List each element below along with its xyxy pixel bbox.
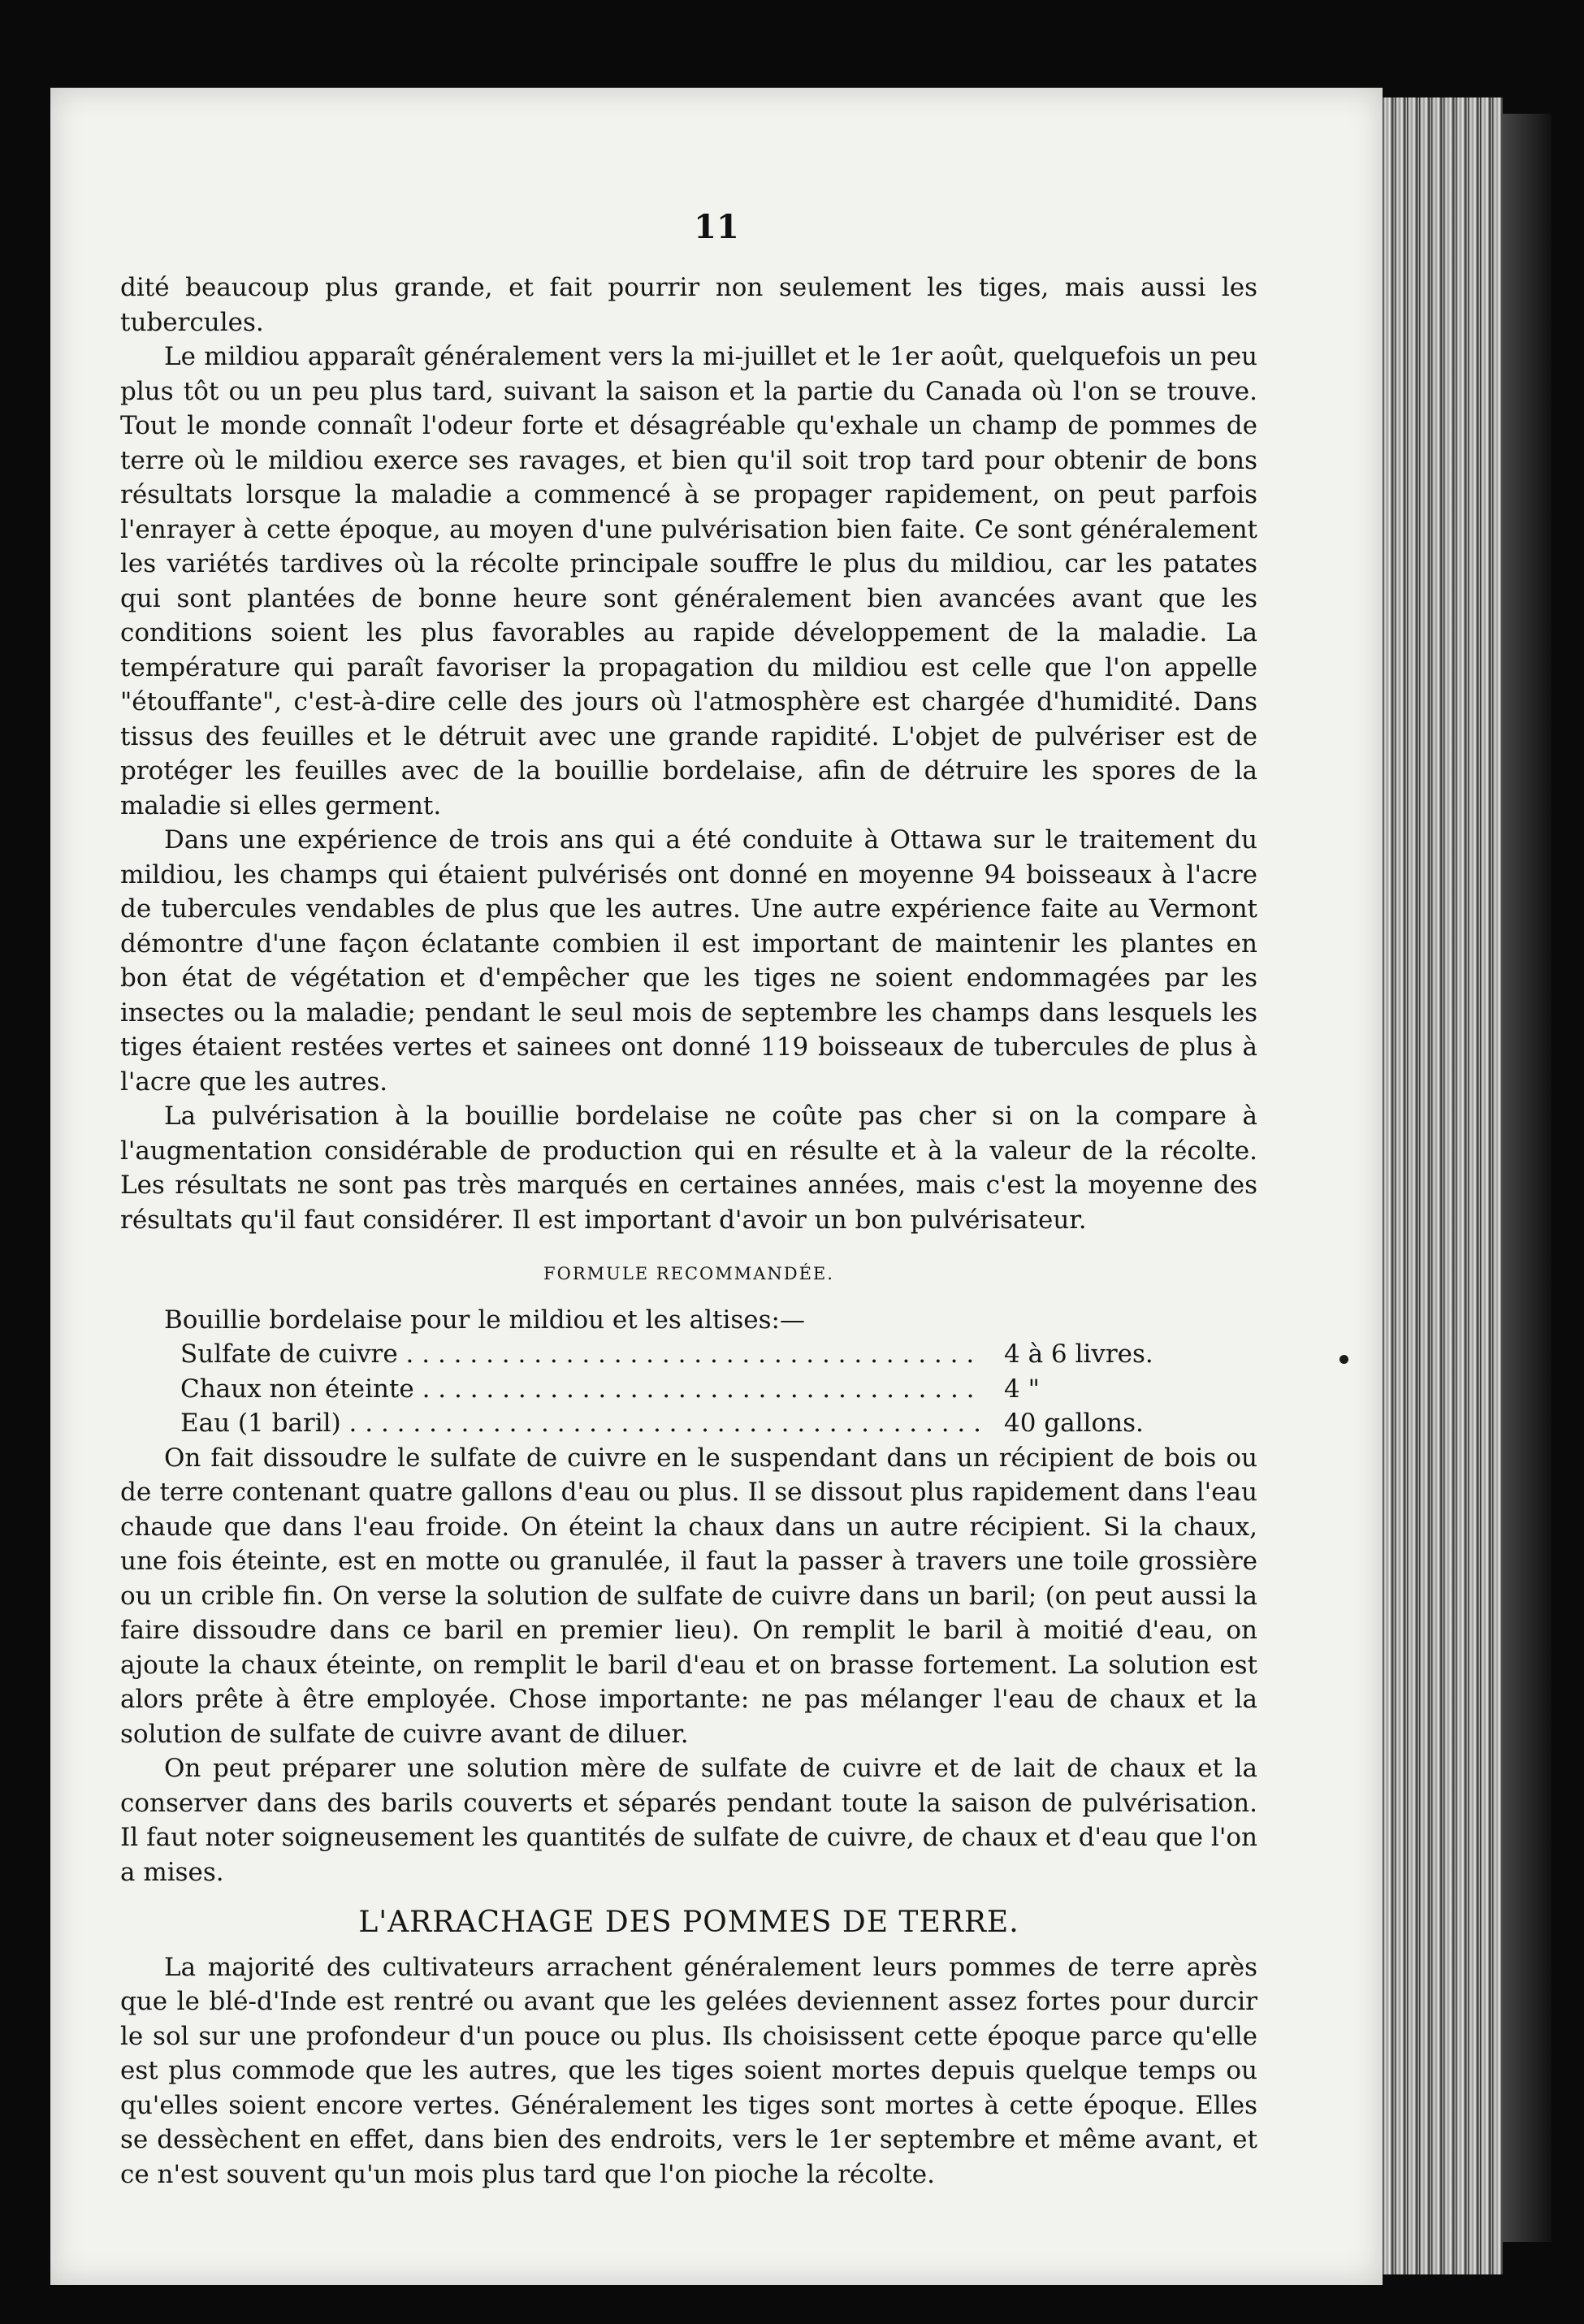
- paragraph-preparation: On fait dissoudre le sulfate de cuivre en le suspendant dans un récipient de bois ou de terre contenant quatre gallons d'eau ou plus. Il se dissout plus rapidement dans l'eau chaude que dans l'eau froide. On éteint la chaux dans un autre récipient. Si la chaux, une fois éteinte, est en motte ou granulée, il faut la passer à travers une toile grossière ou un crible fin. On verse la solution de sulfate de cuivre dans un baril; (on peut aussi la faire dissoudre dans ce baril en premier lieu). On remplit le baril à moitié d'eau, on ajoute la chaux éteinte, on remplit le baril d'eau et on brasse fortement. La solution est alors prête à être employée. Chose importante: ne pas mélanger l'eau de chaux et la solution de sulfate de cuivre avant de diluer.: [120, 1443, 1257, 1749]
- book-page: [50, 88, 1383, 2285]
- recipe-quantity: 4 à 6 livres.: [1004, 1339, 1153, 1369]
- page-edges: [1383, 97, 1503, 2274]
- paragraph-cost: La pulvérisation à la bouillie bordelaise ne coûte pas cher si on la compare à l'augmentation considérable de production qui en résulte et à la valeur de la récolte. Les résultats ne sont pas très marqués en certaines années, mais c'est la moyenne des résultats qu'il faut considérer. Il est important d'avoir un bon pulvérisateur.: [120, 1101, 1257, 1235]
- recipe-intro: Bouillie bordelaise pour le mildiou et les altises:—: [164, 1305, 805, 1335]
- paragraph-harvest: La majorité des cultivateurs arrachent généralement leurs pommes de terre après que le blé-d'Inde est rentré ou avant que les gelées deviennent assez fortes pour durcir le sol sur une profondeur d'un pouce ou plus. Ils choisissent cette époque parce qu'elle est plus commode que les autres, que les tiges soient mortes depuis quelque temps ou qu'elles soient encore vertes. Généralement les tiges sont mortes à cette époque. Elles se dessèchent en effet, dans bien des endroits, vers le 1er septembre et même avant, et ce n'est souvent qu'un mois plus tard que l'on pioche la récolte.: [120, 1952, 1257, 2189]
- specks: [1339, 1355, 1348, 1364]
- book-shadow: [1503, 114, 1552, 2242]
- recipe-quantity: 40 gallons.: [1004, 1409, 1144, 1438]
- paragraph-experience: Dans une expérience de trois ans qui a été conduite à Ottawa sur le traitement du mildiou, les champs qui étaient pulvérisés ont donné en moyenne 94 boisseaux à l'acre de tubercules vendables de plus que les autres. Une autre expérience faite au Vermont démontre d'une façon éclatante combien il est important de maintenir les plantes en bon état de végétation et d'empêcher que les tiges ne soient endommagées par les insectes ou la maladie; pendant le seul mois de septembre les champs dans lesquels les tiges étaient restées vertes et sainees ont donné 119 boisseaux de tubercules de plus à l'acre que les autres.: [120, 825, 1257, 1097]
- page-content: [120, 270, 1257, 2192]
- recipe-quantity: 4 ": [1004, 1374, 1040, 1404]
- recipe-row: [120, 1406, 1257, 1441]
- recipe-row: [120, 1337, 1257, 1372]
- recipe-ingredient: Sulfate de cuivre . . .: [180, 1337, 985, 1372]
- paragraph-continued: dité beaucoup plus grande, et fait pourrir non seulement les tiges, mais aussi les tubercules.: [120, 273, 1257, 337]
- paragraph-mildiou: Le mildiou apparaît généralement vers la mi-juillet et le 1er août, quelquefois un peu plus tôt ou un peu plus tard, suivant la saison et la partie du Canada où l'on se trouve. Tout le monde connaît l'odeur forte et désagréable qu'exhale un champ de pommes de terre où le mildiou exerce ses ravages, et bien qu'il soit trop tard pour obtenir de bons résultats lorsque la maladie a commencé à se propager rapidement, on peut parfois l'enrayer à cette époque, au moyen d'une pulvérisation bien faite. Ce sont généralement les variétés tardives où la récolte principale souffre le plus du mildiou, car les patates qui sont plantées de bonne heure sont généralement bien avancées avant que les conditions soient les plus favorables au rapide développement de la maladie. La température qui paraît favoriser la propagation du mildiou est celle que l'on appelle "étouffante", c'est-à-dire celle des jours où l'atmosphère est chargée d'humidité. Dans tissus des feuilles et le détruit avec une grande rapidité. L'objet de pulvériser est de protéger les feuilles avec de la bouillie bordelaise, afin de détruire les spores de la maladie si elles germent.: [120, 342, 1257, 820]
- paragraph-stock-solution: On peut préparer une solution mère de sulfate de cuivre et de lait de chaux et la conserver dans des barils couverts et séparés pendant toute la saison de pulvérisation. Il faut noter soigneusement les quantités de sulfate de cuivre, de chaux et d'eau que l'on a mises.: [120, 1754, 1257, 1887]
- page-number: 11: [694, 208, 739, 246]
- recipe-ingredient: Eau (1 baril) . . .: [180, 1406, 985, 1441]
- formula-title: FORMULE RECOMMANDÉE.: [543, 1264, 834, 1283]
- section-heading: L'ARRACHAGE DES POMMES DE TERRE.: [358, 1906, 1019, 1939]
- recipe-ingredient: Chaux non éteinte . . .: [180, 1372, 985, 1407]
- recipe-row: [120, 1372, 1257, 1407]
